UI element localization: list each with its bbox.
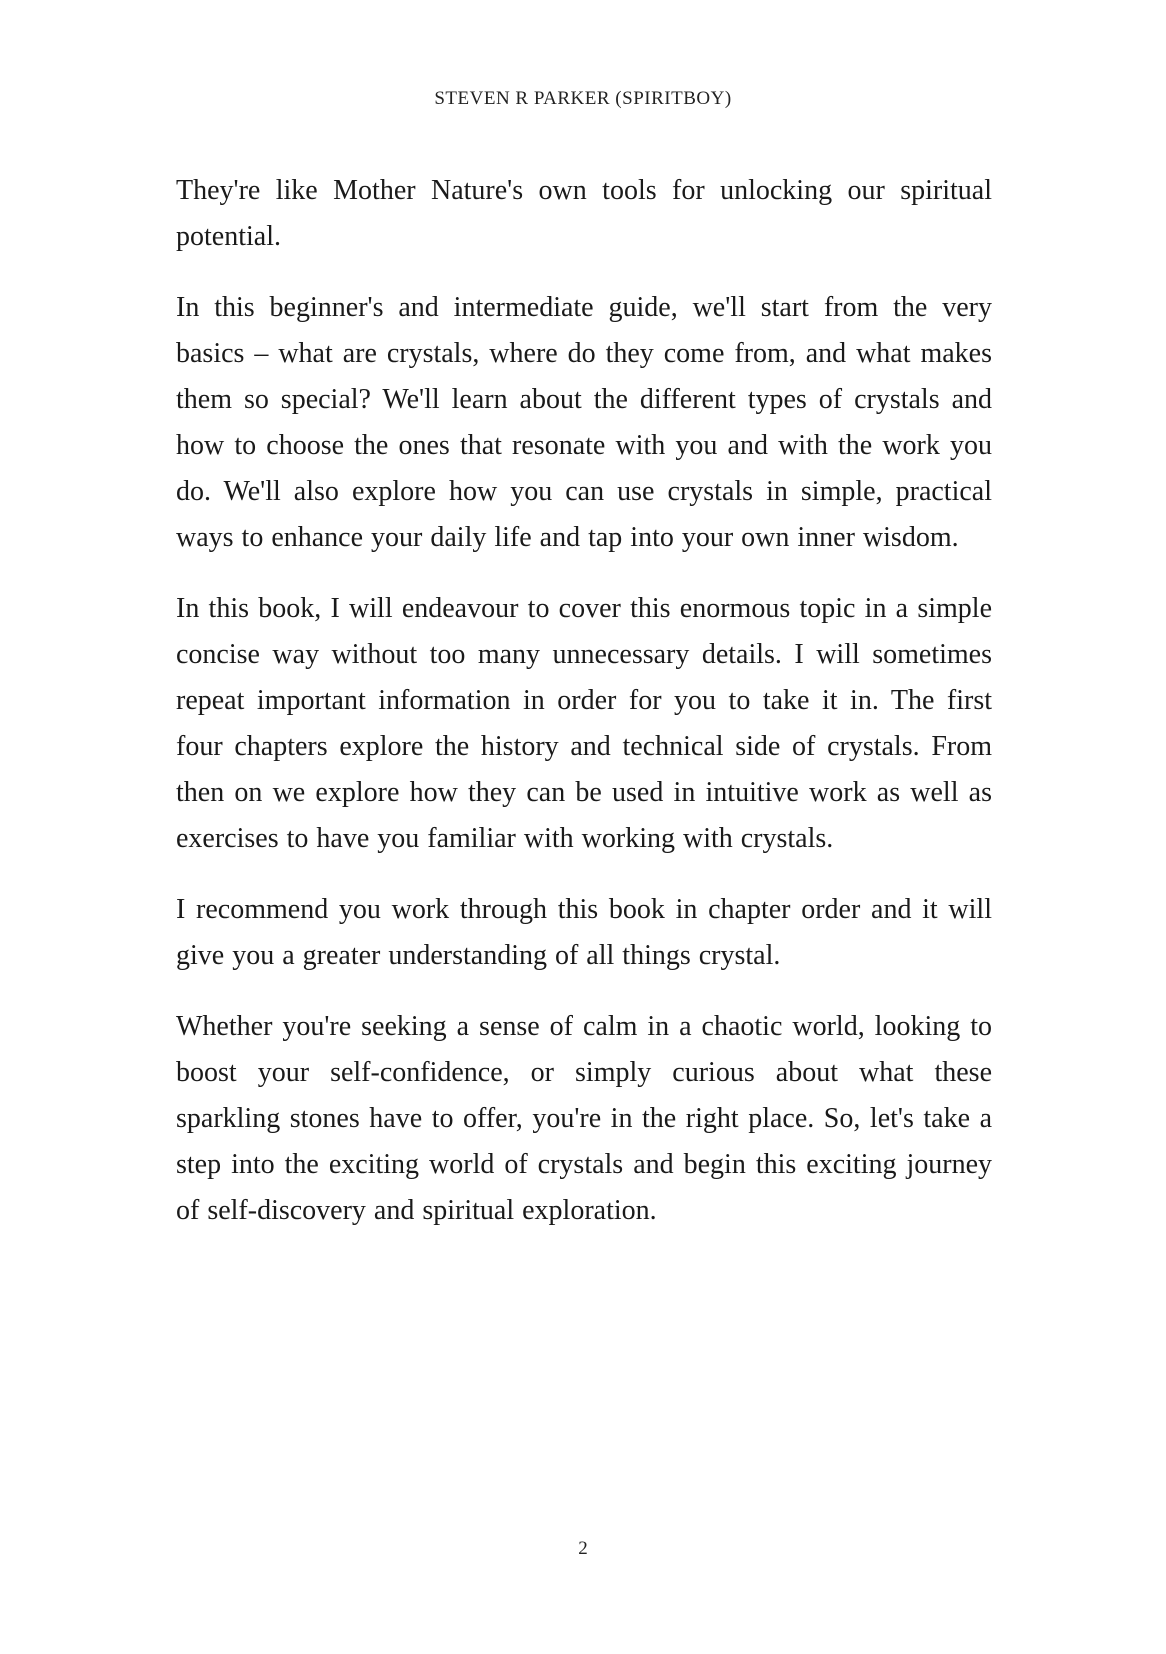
page-number: 2 bbox=[578, 1538, 588, 1559]
paragraph-5: Whether you're seeking a sense of calm in a chaotic world, looking to boost your self-confidence, or simply curious about what these sparkling stones have to offer, you're in the right place. So, let's take a step into the exciting world of crystals and begin this exciting journey of self-discovery and spiritual exploration. bbox=[176, 1011, 992, 1226]
paragraph-3: In this book, I will endeavour to cover this enormous topic in a simple concise way without too many unnecessary details. I will sometimes repeat important information in order for you to take it in. The first four chapters explore the history and technical side of crystals. From then on we explore how they can be used in intuitive work as well as exercises to have you familiar with working with crystals. bbox=[176, 593, 992, 854]
running-header: STEVEN R PARKER (SPIRITBOY) bbox=[434, 88, 732, 109]
paragraph-1: They're like Mother Nature's own tools for unlocking our spiritual potential. bbox=[176, 175, 992, 252]
paragraph-4: I recommend you work through this book in chapter order and it will give you a greater understanding of all things crystal. bbox=[176, 894, 992, 971]
body-text bbox=[176, 168, 992, 1259]
paragraph-2: In this beginner's and intermediate guide, we'll start from the very basics – what are crystals, where do they come from, and what makes them so special? We'll learn about the different types of crystals and how to choose the ones that resonate with you and with the work you do. We'll also explore how you can use crystals in simple, practical ways to enhance your daily life and tap into your own inner wisdom. bbox=[176, 292, 992, 553]
